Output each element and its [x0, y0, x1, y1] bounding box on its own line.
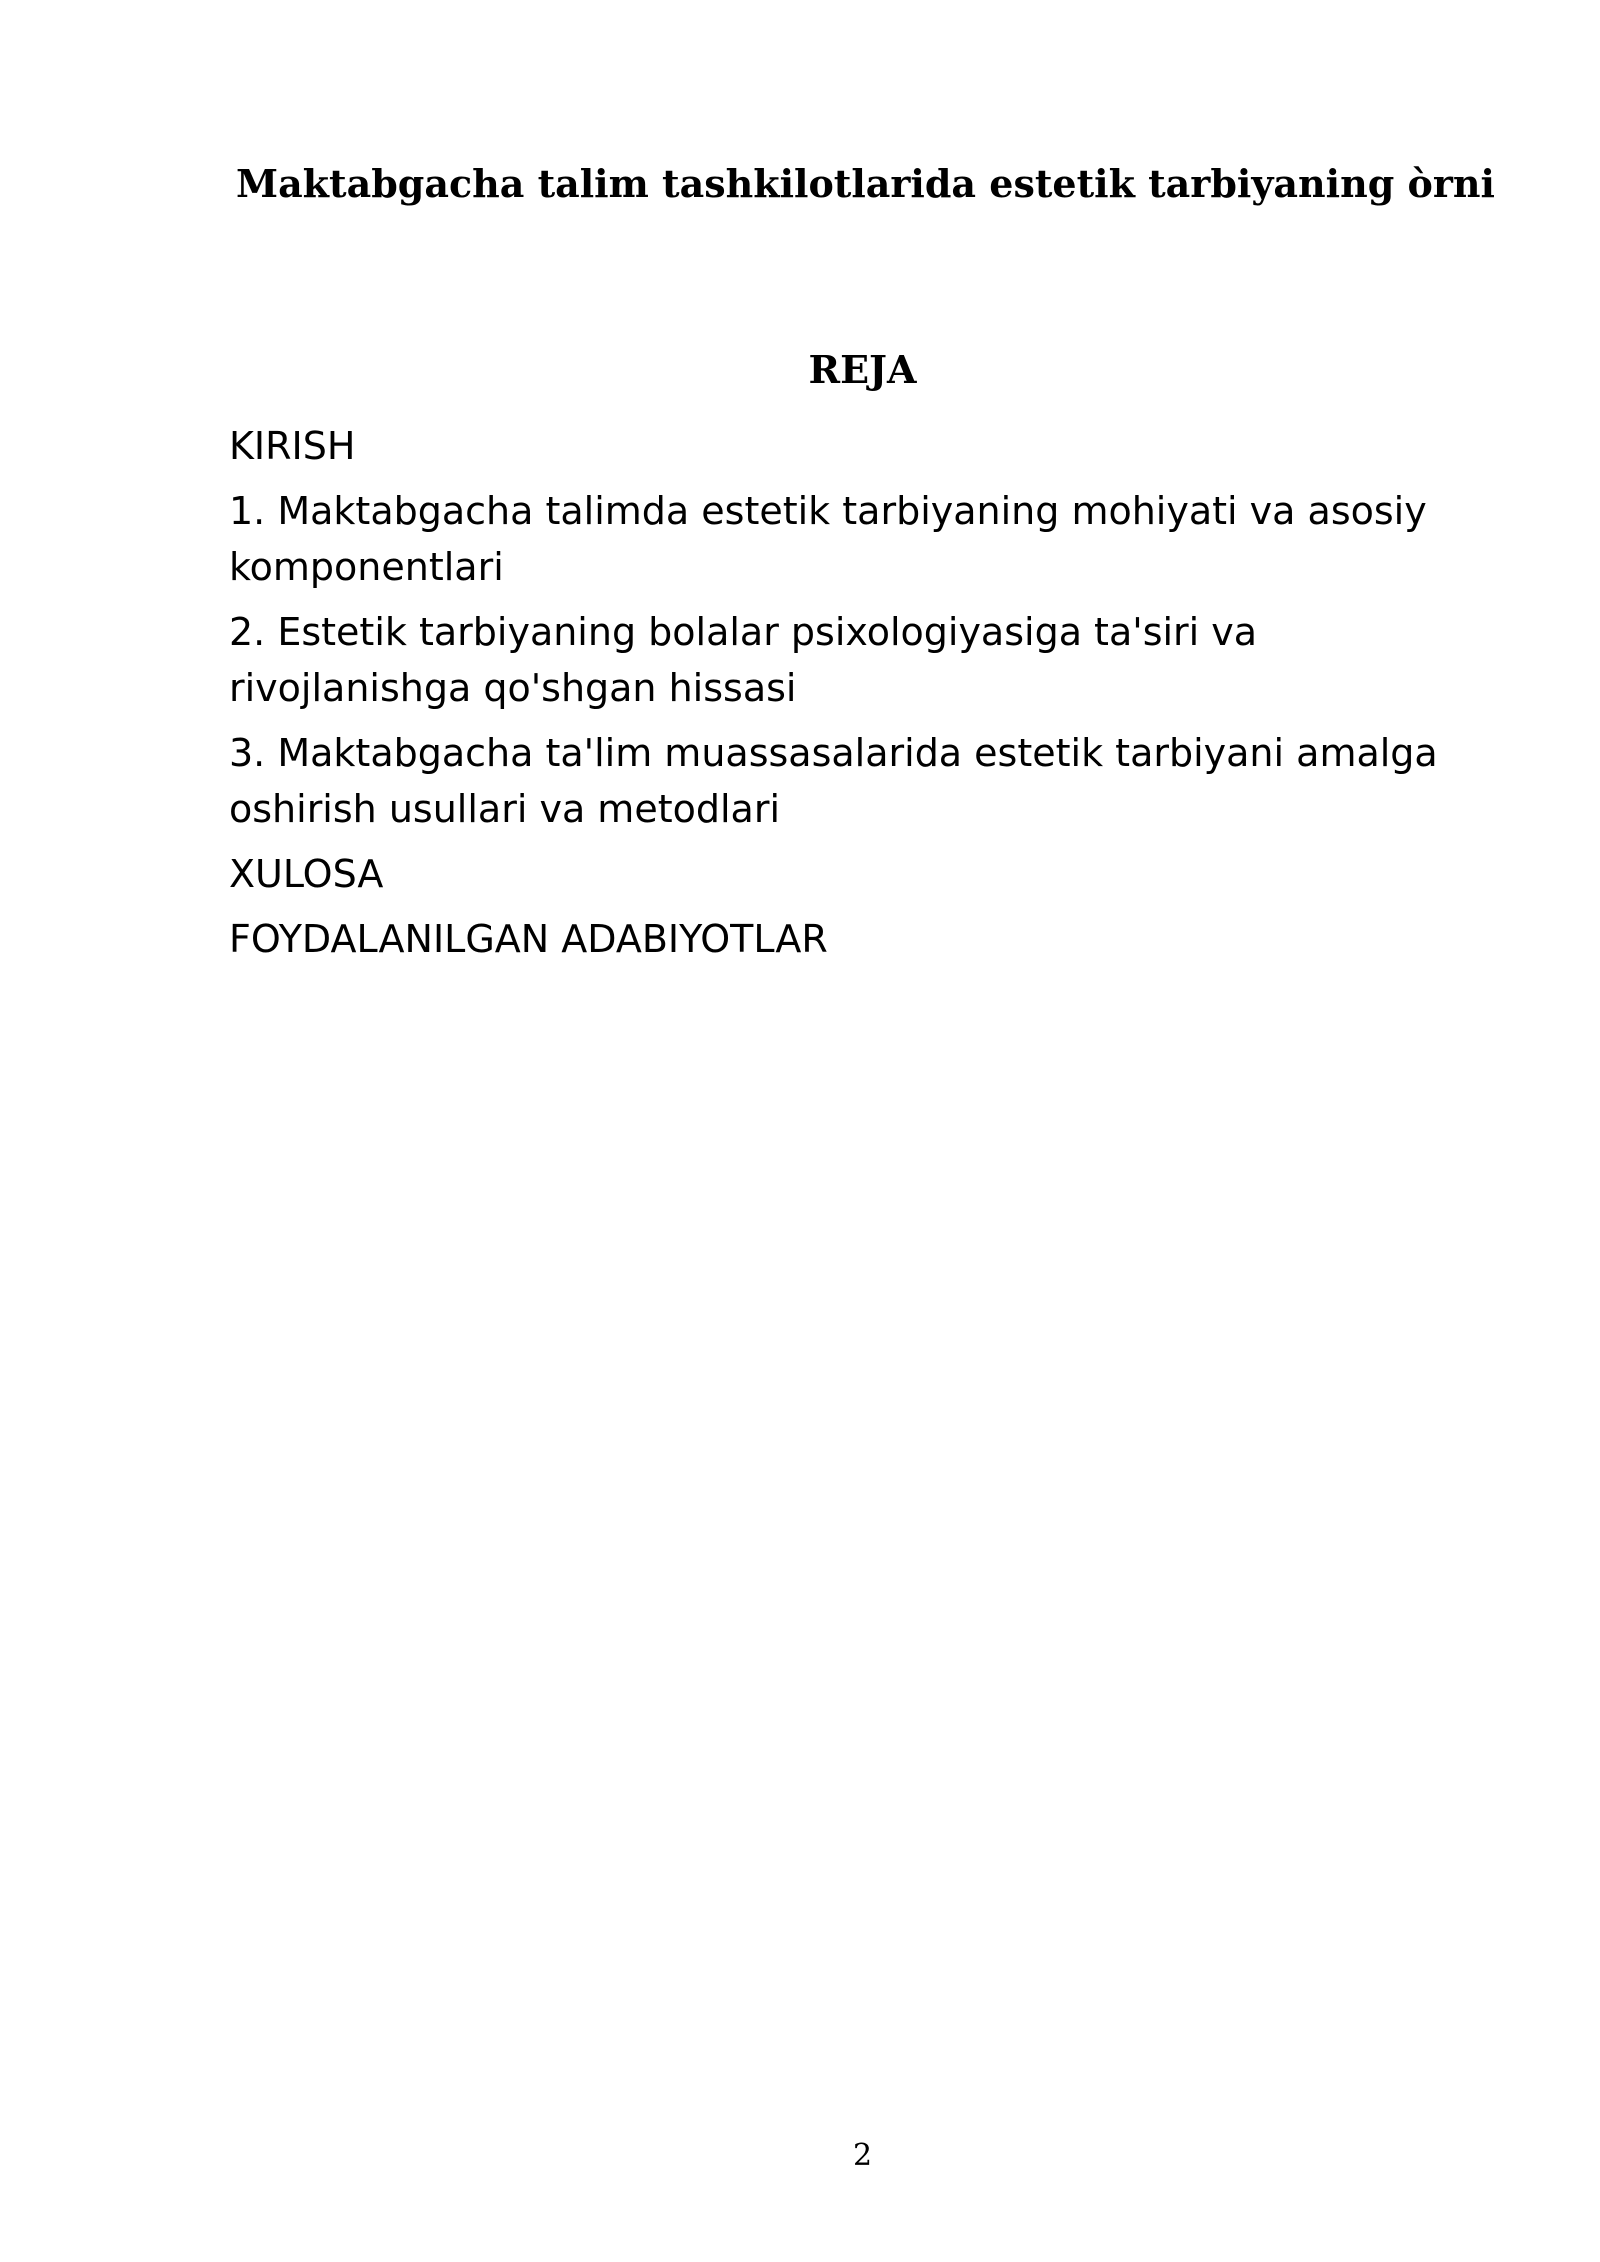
- plan-item-introduction: KIRISH: [229, 424, 356, 468]
- plan-item-conclusion: XULOSA: [229, 852, 384, 896]
- plan-item-references: FOYDALANILGAN ADABIYOTLAR: [229, 917, 828, 961]
- page-number: 2: [852, 2138, 873, 2173]
- plan-item-2: 2. Estetik tarbiyaning bolalar psixologiyasiga ta'siri va rivojlanishga qo'shgan hissasi: [229, 610, 1258, 710]
- document-title: Maktabgacha talim tashkilotlarida estetik tarbiyaning òrni: [236, 161, 1495, 206]
- plan-list: [229, 418, 1469, 976]
- plan-item-1: 1. Maktabgacha talimda estetik tarbiyaning mohiyati va asosiy komponentlari: [229, 489, 1427, 589]
- plan-item-3: 3. Maktabgacha ta'lim muassasalarida estetik tarbiyani amalga oshirish usullari va metodlari: [229, 731, 1438, 831]
- plan-heading: REJA: [808, 347, 917, 392]
